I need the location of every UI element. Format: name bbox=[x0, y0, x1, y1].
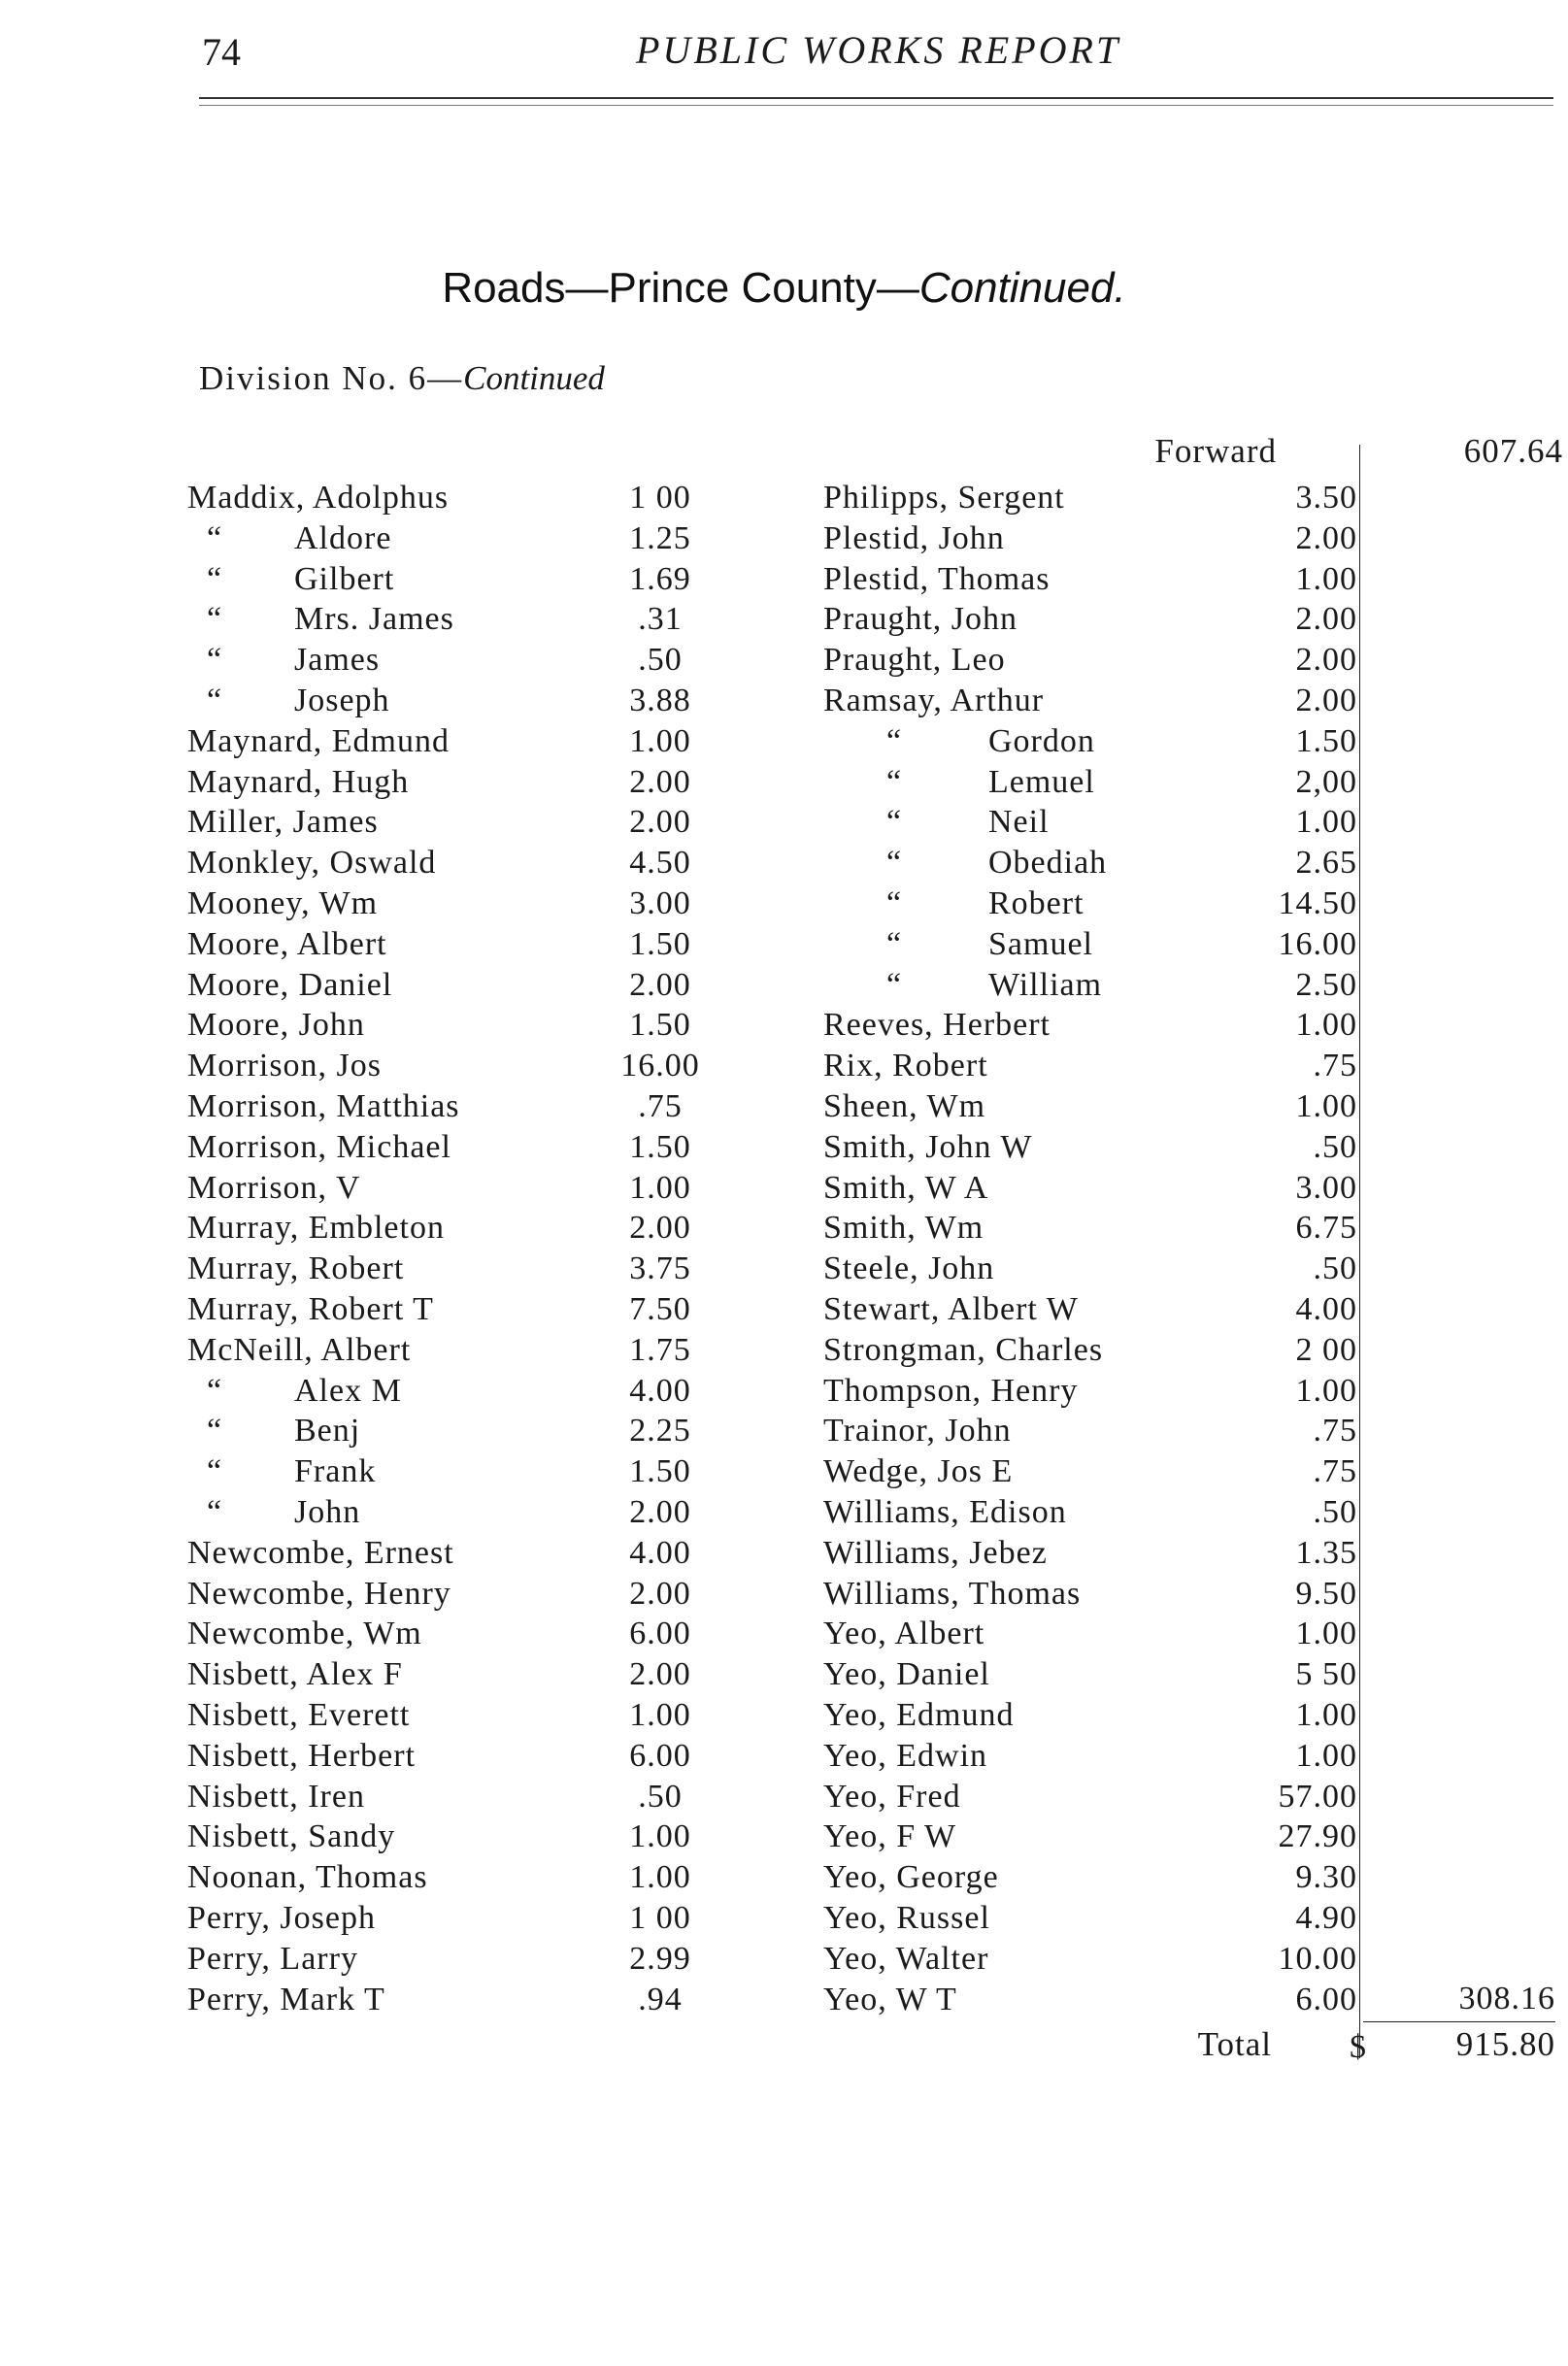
left-entry-amount: 2.00 bbox=[629, 763, 691, 800]
ditto-mark: “ bbox=[207, 642, 223, 679]
right-entry-amount: 1.00 bbox=[1295, 1737, 1357, 1774]
right-entry-amount: .75 bbox=[1313, 1413, 1357, 1450]
right-entry-amount: 3.50 bbox=[1295, 480, 1357, 516]
ditto-mark: “ bbox=[886, 804, 903, 841]
left-entry-amount: 1.00 bbox=[629, 722, 691, 759]
page-number: 74 bbox=[202, 30, 241, 74]
left-entry-name: Moore, John bbox=[187, 1007, 365, 1044]
right-entry-name bbox=[823, 721, 1095, 762]
right-entry-amount: 1.00 bbox=[1295, 1007, 1357, 1044]
right-entry-name: Williams, Thomas bbox=[823, 1575, 1082, 1612]
left-entry-amount: 1.50 bbox=[629, 1007, 691, 1044]
right-entry-name: Williams, Edison bbox=[823, 1494, 1067, 1530]
right-entry-amount: 2.65 bbox=[1295, 845, 1357, 882]
ditto-mark: “ bbox=[886, 966, 903, 1003]
right-entry-amount: 1.50 bbox=[1295, 722, 1357, 759]
header-rule bbox=[199, 97, 1553, 99]
right-entry-name: Trainor, John bbox=[823, 1413, 1012, 1450]
right-entry-name: Smith, John W bbox=[823, 1128, 1033, 1165]
amount-column-rule bbox=[1359, 445, 1360, 2058]
left-entry-amount: 16.00 bbox=[620, 1048, 700, 1084]
division-continued: Continued bbox=[463, 359, 605, 397]
left-entry-name: Mooney, Wm bbox=[187, 885, 379, 921]
left-entry-amount: 1.75 bbox=[629, 1331, 691, 1368]
right-entry-name: Yeo, W T bbox=[823, 1981, 957, 2017]
right-entry-amount: 1.00 bbox=[1295, 1088, 1357, 1124]
right-entry-name: Yeo, Walter bbox=[823, 1940, 989, 1977]
left-entry-amount: 2.00 bbox=[629, 966, 691, 1003]
ditto-mark: “ bbox=[207, 1453, 223, 1490]
right-entry-name bbox=[823, 843, 1107, 883]
left-entry-name bbox=[187, 559, 394, 600]
left-entry-name: Monkley, Oswald bbox=[187, 845, 437, 882]
ditto-mark: “ bbox=[886, 925, 903, 962]
left-entry-name: Nisbett, Iren bbox=[187, 1778, 365, 1815]
left-entry-amount: 1.25 bbox=[629, 519, 691, 556]
left-entry-name: Newcombe, Wm bbox=[187, 1616, 422, 1652]
right-entry-name: Wedge, Jos E bbox=[823, 1453, 1014, 1490]
left-entry-amount: 3.88 bbox=[629, 683, 691, 718]
right-entry-amount: .75 bbox=[1313, 1453, 1357, 1490]
total-value: 915.80 bbox=[1455, 2025, 1555, 2063]
left-entry-amount: 2.00 bbox=[629, 1575, 691, 1612]
subtotal-value: 308.16 bbox=[1458, 1981, 1555, 2016]
right-entry-amount: 5 50 bbox=[1295, 1656, 1357, 1693]
right-entry-amount: 2.00 bbox=[1295, 601, 1357, 638]
left-entry-name: Nisbett, Sandy bbox=[187, 1818, 396, 1855]
left-entry-name bbox=[187, 1451, 376, 1492]
right-entry-name: Smith, Wm bbox=[823, 1210, 984, 1247]
entry-name-text: Robert bbox=[988, 885, 1084, 921]
left-entry-amount: .94 bbox=[638, 1981, 683, 2017]
left-entry-amount: 2.00 bbox=[629, 804, 691, 841]
right-entry-name: Sheen, Wm bbox=[823, 1088, 986, 1124]
left-entry-amount: 1.00 bbox=[629, 1169, 691, 1206]
entry-name-text: Obediah bbox=[988, 845, 1108, 882]
right-entry-amount: 9.50 bbox=[1295, 1575, 1357, 1612]
left-entry-amount: 2.00 bbox=[629, 1210, 691, 1247]
entry-name-text: Lemuel bbox=[988, 763, 1095, 800]
right-entry-name: Rix, Robert bbox=[823, 1048, 988, 1084]
right-entry-name: Smith, W A bbox=[823, 1169, 989, 1206]
left-entry-amount: 3.75 bbox=[629, 1250, 691, 1287]
left-entry-name bbox=[187, 518, 391, 559]
total-currency: $ bbox=[1350, 2029, 1366, 2065]
right-entry-name: Yeo, George bbox=[823, 1859, 999, 1896]
ditto-mark: “ bbox=[886, 763, 903, 800]
left-entry-amount: 2.00 bbox=[629, 1494, 691, 1530]
left-entry-amount: 1.50 bbox=[629, 1128, 691, 1165]
right-entry-amount: .75 bbox=[1313, 1048, 1357, 1084]
right-entry-amount: 1.00 bbox=[1295, 804, 1357, 841]
left-entry-amount: 1.69 bbox=[629, 560, 691, 597]
right-entry-amount: 2.00 bbox=[1295, 683, 1357, 718]
left-entry-amount: 1.50 bbox=[629, 1453, 691, 1490]
ditto-mark: “ bbox=[207, 519, 223, 556]
left-entry-amount: 2.99 bbox=[629, 1940, 691, 1977]
right-entry-name: Strongman, Charles bbox=[823, 1331, 1104, 1368]
right-entry-name: Yeo, Edwin bbox=[823, 1737, 988, 1774]
forward-value: 607.64 bbox=[1463, 432, 1563, 470]
left-entry-amount: 4.00 bbox=[629, 1372, 691, 1409]
section-title-continued: Continued. bbox=[918, 264, 1126, 312]
ditto-mark: “ bbox=[207, 683, 223, 718]
right-entry-amount: 1.35 bbox=[1295, 1534, 1357, 1571]
right-entry-amount: 2 00 bbox=[1295, 1331, 1357, 1368]
right-entry-amount: 1.00 bbox=[1295, 1616, 1357, 1652]
left-entry-name: Murray, Embleton bbox=[187, 1210, 445, 1247]
entry-name-text: Benj bbox=[294, 1413, 361, 1450]
section-title-main: Roads—Prince County— bbox=[442, 264, 919, 312]
right-entry-name: Plestid, Thomas bbox=[823, 560, 1051, 597]
left-entry-name: Maynard, Hugh bbox=[187, 763, 410, 800]
left-entry-amount: 4.00 bbox=[629, 1534, 691, 1571]
entry-name-text: Gordon bbox=[988, 722, 1095, 759]
right-entry-name: Steele, John bbox=[823, 1250, 995, 1287]
right-entry-name: Philipps, Sergent bbox=[823, 480, 1065, 516]
left-entry-amount: 4.50 bbox=[629, 845, 691, 882]
right-entry-name: Yeo, Edmund bbox=[823, 1697, 1015, 1733]
left-entry-name: McNeill, Albert bbox=[187, 1331, 412, 1368]
right-entry-name bbox=[823, 762, 1095, 803]
subtotal-rule bbox=[1363, 2021, 1555, 2022]
right-entry-name: Praught, John bbox=[823, 601, 1018, 638]
left-entry-name: Maynard, Edmund bbox=[187, 722, 450, 759]
ditto-mark: “ bbox=[207, 1494, 223, 1530]
right-entry-name: Praught, Leo bbox=[823, 642, 1006, 679]
left-entry-name: Miller, James bbox=[187, 804, 379, 841]
running-header: PUBLIC WORKS REPORT bbox=[636, 28, 1121, 72]
ditto-mark: “ bbox=[886, 722, 903, 759]
left-entry-amount: 2.25 bbox=[629, 1413, 691, 1450]
header-rule-thin bbox=[199, 105, 1553, 106]
left-entry-amount: 1.00 bbox=[629, 1818, 691, 1855]
left-entry-name: Morrison, Michael bbox=[187, 1128, 451, 1165]
right-entry-name: Yeo, F W bbox=[823, 1818, 957, 1855]
left-entry-amount: 1.00 bbox=[629, 1697, 691, 1733]
right-entry-amount: 6.00 bbox=[1295, 1981, 1357, 2017]
left-entry-name bbox=[187, 640, 380, 681]
left-entry-name bbox=[187, 1492, 360, 1533]
left-entry-name: Murray, Robert bbox=[187, 1250, 405, 1287]
right-entry-amount: 1.00 bbox=[1295, 1697, 1357, 1733]
right-entry-amount: 6.75 bbox=[1295, 1210, 1357, 1247]
left-entry-name: Moore, Daniel bbox=[187, 966, 393, 1003]
right-entry-amount: .50 bbox=[1313, 1494, 1357, 1530]
right-entry-name bbox=[823, 883, 1084, 924]
left-entry-name: Nisbett, Herbert bbox=[187, 1737, 417, 1774]
right-entry-name: Ramsay, Arthur bbox=[823, 683, 1045, 718]
right-entry-amount: 2.50 bbox=[1295, 966, 1357, 1003]
right-entry-amount: 4.00 bbox=[1295, 1291, 1357, 1327]
total-label: Total bbox=[1197, 2025, 1272, 2063]
entry-name-text: Gilbert bbox=[294, 560, 395, 597]
ditto-mark: “ bbox=[207, 1372, 223, 1409]
left-entry-amount: 2.00 bbox=[629, 1656, 691, 1693]
left-entry-name: Morrison, V bbox=[187, 1169, 361, 1206]
right-entry-amount: .50 bbox=[1313, 1128, 1357, 1165]
left-entry-amount: 1.50 bbox=[629, 925, 691, 962]
ditto-mark: “ bbox=[886, 845, 903, 882]
left-entry-name: Nisbett, Alex F bbox=[187, 1656, 403, 1693]
entry-name-text: Neil bbox=[988, 804, 1050, 841]
right-entry-name bbox=[823, 965, 1102, 1006]
entry-name-text: William bbox=[988, 966, 1103, 1003]
left-entry-name: Morrison, Matthias bbox=[187, 1088, 460, 1124]
right-entry-amount: 2.00 bbox=[1295, 642, 1357, 679]
ditto-mark: “ bbox=[207, 560, 223, 597]
entry-name-text: Samuel bbox=[988, 925, 1093, 962]
right-entry-name bbox=[823, 802, 1050, 843]
entry-name-text: Frank bbox=[294, 1453, 377, 1490]
right-entry-name: Yeo, Russel bbox=[823, 1900, 990, 1936]
entry-name-text: Alex M bbox=[294, 1372, 402, 1409]
left-entry-name: Murray, Robert T bbox=[187, 1291, 434, 1327]
right-entry-name: Plestid, John bbox=[823, 519, 1005, 556]
left-entry-name bbox=[187, 681, 390, 721]
left-entry-amount: 7.50 bbox=[629, 1291, 691, 1327]
ditto-mark: “ bbox=[207, 1413, 223, 1450]
left-entry-name: Morrison, Jos bbox=[187, 1048, 383, 1084]
ditto-mark: “ bbox=[207, 601, 223, 638]
ditto-mark: “ bbox=[886, 885, 903, 921]
left-entry-name: Newcombe, Ernest bbox=[187, 1534, 454, 1571]
left-entry-amount: 1.00 bbox=[629, 1859, 691, 1896]
right-entry-name: Stewart, Albert W bbox=[823, 1291, 1079, 1327]
division-label: Division No. 6— bbox=[199, 359, 464, 397]
left-entry-amount: 6.00 bbox=[629, 1616, 691, 1652]
right-entry-amount: 9.30 bbox=[1295, 1859, 1357, 1896]
left-entry-name: Newcombe, Henry bbox=[187, 1575, 451, 1612]
left-entry-name: Perry, Joseph bbox=[187, 1900, 376, 1936]
left-entry-name: Nisbett, Everett bbox=[187, 1697, 411, 1733]
division-heading bbox=[199, 359, 605, 398]
right-entry-amount: 57.00 bbox=[1278, 1778, 1357, 1815]
right-entry-amount: 2.00 bbox=[1295, 519, 1357, 556]
right-entry-amount: 4.90 bbox=[1295, 1900, 1357, 1936]
right-entry-amount: 1.00 bbox=[1295, 1372, 1357, 1409]
left-entry-amount: 3.00 bbox=[629, 885, 691, 921]
right-entry-name: Yeo, Albert bbox=[823, 1616, 985, 1652]
entry-name-text: John bbox=[294, 1494, 361, 1530]
right-entry-name: Yeo, Fred bbox=[823, 1778, 961, 1815]
left-entry-name: Moore, Albert bbox=[187, 925, 387, 962]
entry-name-text: James bbox=[294, 642, 381, 679]
right-entry-amount: 16.00 bbox=[1278, 925, 1357, 962]
left-entry-amount: .50 bbox=[638, 642, 683, 679]
section-title bbox=[0, 264, 1568, 313]
left-entry-name: Maddix, Adolphus bbox=[187, 480, 450, 516]
left-entry-amount: 1 00 bbox=[629, 1900, 691, 1936]
right-entry-amount: 2,00 bbox=[1295, 763, 1357, 800]
left-entry-amount: 1 00 bbox=[629, 480, 691, 516]
left-entry-name: Perry, Larry bbox=[187, 1940, 358, 1977]
left-entry-amount: .75 bbox=[638, 1088, 683, 1124]
right-entry-amount: 10.00 bbox=[1278, 1940, 1357, 1977]
forward-label: Forward bbox=[1154, 432, 1277, 470]
left-entry-amount: .31 bbox=[638, 601, 683, 638]
right-entry-amount: .50 bbox=[1313, 1250, 1357, 1287]
entry-name-text: Joseph bbox=[294, 683, 390, 718]
left-entry-amount: .50 bbox=[638, 1778, 683, 1815]
left-entry-name: Perry, Mark T bbox=[187, 1981, 385, 2017]
right-entry-amount: 27.90 bbox=[1278, 1818, 1357, 1855]
left-entry-name bbox=[187, 1371, 402, 1412]
left-entry-name bbox=[187, 599, 454, 640]
right-entry-amount: 1.00 bbox=[1295, 560, 1357, 597]
left-entry-amount: 6.00 bbox=[629, 1737, 691, 1774]
right-entry-amount: 14.50 bbox=[1278, 885, 1357, 921]
entry-name-text: Aldore bbox=[294, 519, 392, 556]
right-entry-name: Yeo, Daniel bbox=[823, 1656, 990, 1693]
right-entry-amount: 3.00 bbox=[1295, 1169, 1357, 1206]
left-entry-name bbox=[187, 1411, 360, 1451]
left-entry-name: Noonan, Thomas bbox=[187, 1859, 428, 1896]
right-entry-name: Williams, Jebez bbox=[823, 1534, 1048, 1571]
entry-name-text: Mrs. James bbox=[294, 601, 454, 638]
right-entry-name: Thompson, Henry bbox=[823, 1372, 1079, 1409]
right-entry-name: Reeves, Herbert bbox=[823, 1007, 1051, 1044]
right-entry-name bbox=[823, 924, 1093, 965]
